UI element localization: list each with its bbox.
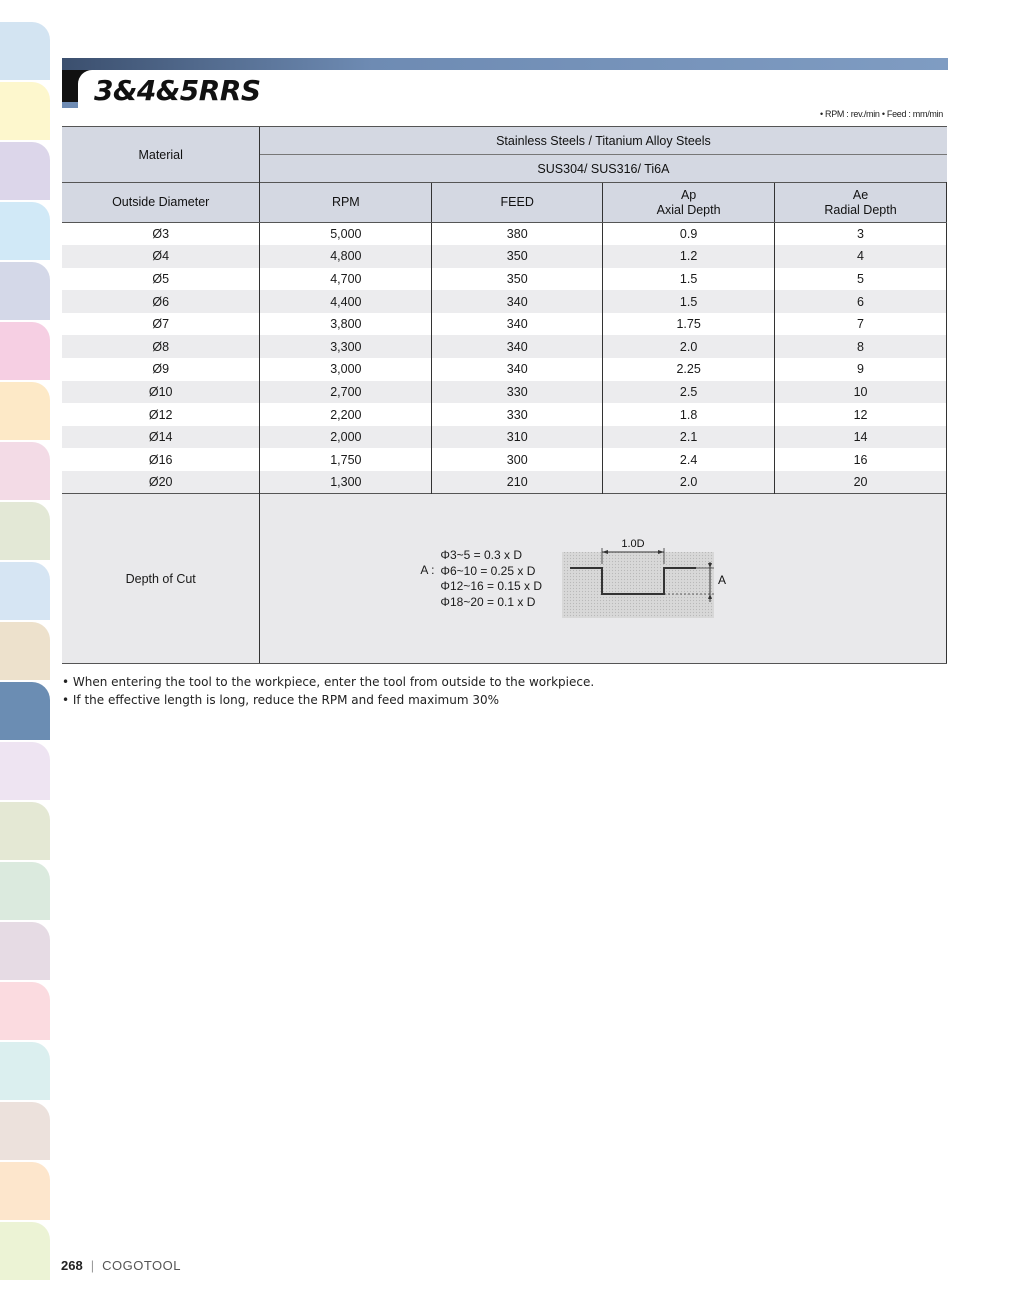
cell-d: Ø14 [62,426,260,449]
cell-rpm: 2,200 [260,403,432,426]
col-ae-symbol: Ae [852,187,869,202]
side-tab[interactable] [0,262,50,320]
cell-rpm: 2,000 [260,426,432,449]
table-row [62,358,947,381]
footer-separator: | [90,1258,95,1273]
cell-feed: 350 [432,268,603,291]
cutting-conditions-table [62,126,947,664]
cell-feed: 300 [432,448,603,471]
cell-ae: 16 [775,448,947,471]
cell-d: Ø4 [62,245,260,268]
col-ap-symbol: Ap [680,187,697,202]
cell-feed: 330 [432,403,603,426]
cell-ae: 9 [775,358,947,381]
cell-ae: 7 [775,313,947,336]
col-ae-label: Radial Depth [824,202,897,217]
cell-d: Ø12 [148,407,173,422]
usage-notes [62,673,594,709]
depth-of-cut-detail [260,494,947,664]
cell-ap: 1.2 [603,245,775,268]
formula-line: Φ12~16 = 0.15 x D [440,579,543,594]
width-label: 1.0D [621,538,646,551]
page-number: 268 [61,1258,83,1273]
side-tab[interactable] [0,1222,50,1280]
side-tab[interactable] [0,202,50,260]
formula-line: Φ6~10 = 0.25 x D [440,563,536,578]
side-tab-strip [0,22,50,1282]
depth-label: A [718,573,727,588]
table-row [62,223,947,246]
col-ae [775,183,947,223]
cell-feed: 340 [432,313,603,336]
cell-ae: 6 [775,290,947,313]
cell-ae: 10 [775,381,947,404]
cell-rpm: 3,000 [260,358,432,381]
note-item: • When entering the tool to the workpiece, enter the tool from outside to the workpiece. [62,675,595,689]
material-header: Material [62,127,260,183]
col-outside-diameter: Outside Diameter [62,183,260,223]
cell-ap: 2.5 [603,381,775,404]
cell-ap: 1.75 [603,313,775,336]
table-row [62,403,947,426]
table-row [62,245,947,268]
table-row [62,335,947,358]
table-row [62,381,947,404]
cell-d: Ø3 [152,227,170,242]
cell-ap: 1.5 [603,290,775,313]
cell-ap: 1.8 [603,403,775,426]
cell-ap: 2.1 [603,426,775,449]
formula-line: Φ3~5 = 0.3 x D [440,548,523,563]
units-note: • RPM : rev./min • Feed : mm/min [819,109,943,119]
table-row [62,448,947,471]
cell-d: Ø10 [62,381,260,404]
depth-formula [420,548,542,610]
side-tab[interactable] [0,742,50,800]
cell-feed: 380 [432,223,603,246]
cell-ap: 2.0 [603,335,775,358]
cell-feed: 210 [432,471,603,494]
table-row [62,313,947,336]
cell-ap: 2.4 [603,448,775,471]
cell-feed: 350 [432,245,603,268]
page-footer [61,1258,181,1273]
note-item: • If the effective length is long, reduce the RPM and feed maximum 30% [62,693,500,707]
cell-ae: 5 [775,268,947,291]
cell-rpm: 4,800 [260,245,432,268]
cell-ap: 0.9 [603,223,775,246]
cell-ap: 2.0 [603,471,775,494]
side-tab[interactable] [0,1102,50,1160]
side-tab[interactable] [0,22,50,80]
cell-d: Ø20 [62,471,260,494]
side-tab[interactable] [0,682,50,740]
cell-d: Ø5 [152,271,170,286]
cell-feed: 310 [432,426,603,449]
cell-rpm: 3,800 [260,313,432,336]
cell-ae: 8 [775,335,947,358]
cell-ae: 14 [775,426,947,449]
cell-feed: 340 [432,335,603,358]
side-tab[interactable] [0,862,50,920]
cell-ap: 2.25 [603,358,775,381]
side-tab[interactable] [0,142,50,200]
cell-rpm: 4,700 [260,268,432,291]
formula-prefix: A : [420,563,435,578]
cell-rpm: 5,000 [260,223,432,246]
side-tab[interactable] [0,82,50,140]
page-title: 3&4&5RRS [78,70,275,108]
material-group-header: Stainless Steels / Titanium Alloy Steels [260,127,947,155]
cell-feed: 340 [432,290,603,313]
col-rpm: RPM [260,183,432,223]
depth-of-cut-row [62,494,947,664]
cell-ae: 20 [775,471,947,494]
cell-feed: 330 [432,381,603,404]
side-tab[interactable] [0,322,50,380]
table-row [62,290,947,313]
table-row [62,268,947,291]
side-tab[interactable] [0,382,50,440]
cell-feed: 340 [432,358,603,381]
depth-of-cut-label: Depth of Cut [62,494,260,664]
cell-d: Ø9 [152,362,170,377]
cell-ae: 3 [775,223,947,246]
side-tab[interactable] [0,922,50,980]
col-ap-label: Axial Depth [656,202,721,217]
cell-rpm: 1,750 [260,448,432,471]
cell-d: Ø8 [62,335,260,358]
side-tab[interactable] [0,562,50,620]
col-ap [603,183,775,223]
cell-ae: 4 [775,245,947,268]
cell-rpm: 4,400 [260,290,432,313]
cell-ae: 12 [775,403,947,426]
side-tab[interactable] [0,442,50,500]
slot-depth-diagram [560,536,740,626]
cell-d: Ø7 [152,317,170,332]
side-tab[interactable] [0,802,50,860]
brand-name: COGOTOOL [102,1258,181,1273]
cell-rpm: 3,300 [260,335,432,358]
workpiece-shading [562,552,714,618]
side-tab[interactable] [0,1042,50,1100]
side-tab[interactable] [0,622,50,680]
header-bar [62,58,948,70]
cell-d: Ø16 [148,452,173,467]
cell-d: Ø6 [62,290,260,313]
side-tab[interactable] [0,1162,50,1220]
side-tab[interactable] [0,982,50,1040]
table-row [62,471,947,494]
table-row [62,426,947,449]
col-feed: FEED [432,183,603,223]
cell-rpm: 2,700 [260,381,432,404]
material-grades-header: SUS304/ SUS316/ Ti6A [260,155,947,183]
formula-line: Φ18~20 = 0.1 x D [440,594,536,609]
side-tab[interactable] [0,502,50,560]
cell-ap: 1.5 [603,268,775,291]
cell-rpm: 1,300 [260,471,432,494]
